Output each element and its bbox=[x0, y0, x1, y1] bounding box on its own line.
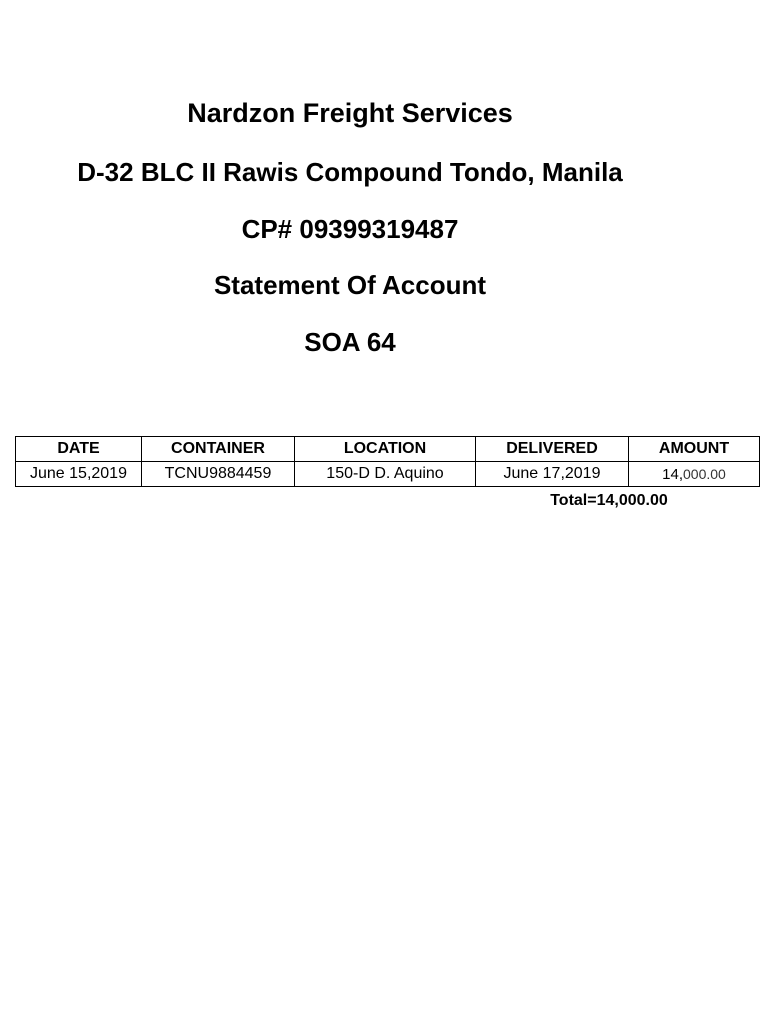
cell-amount bbox=[629, 462, 760, 487]
document-title: Statement Of Account bbox=[213, 270, 487, 300]
company-phone: CP# 09399319487 bbox=[241, 214, 459, 244]
cell-date: June 15,2019 bbox=[16, 462, 142, 487]
cell-delivered: June 17,2019 bbox=[476, 462, 629, 487]
column-header-container: CONTAINER bbox=[142, 437, 295, 462]
amount-rest: 000.00 bbox=[683, 465, 726, 482]
column-header-location: LOCATION bbox=[295, 437, 476, 462]
column-header-delivered: DELIVERED bbox=[476, 437, 629, 462]
company-address: D-32 BLC II Rawis Compound Tondo, Manila bbox=[77, 157, 623, 187]
table-header-row bbox=[16, 437, 760, 462]
company-name: Nardzon Freight Services bbox=[187, 98, 513, 128]
total-amount: Total=14,000.00 bbox=[550, 492, 668, 509]
statement-table bbox=[15, 436, 760, 487]
cell-location: 150-D D. Aquino bbox=[295, 462, 476, 487]
soa-number: SOA 64 bbox=[304, 327, 396, 357]
cell-container: TCNU9884459 bbox=[142, 462, 295, 487]
column-header-date: DATE bbox=[16, 437, 142, 462]
table-row bbox=[16, 462, 760, 487]
column-header-amount: AMOUNT bbox=[629, 437, 760, 462]
amount-main: 14, bbox=[662, 465, 684, 483]
